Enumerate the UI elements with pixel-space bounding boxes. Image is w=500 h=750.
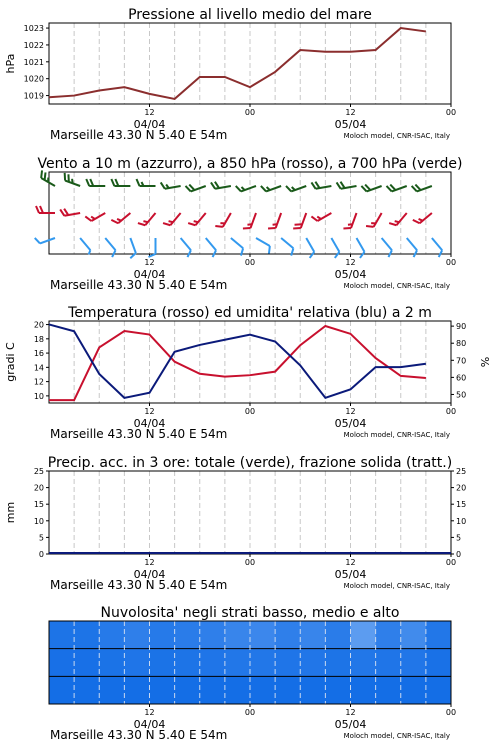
barb-feather bbox=[188, 223, 195, 225]
barb-feather bbox=[211, 182, 215, 188]
barb-shaft bbox=[223, 213, 231, 227]
barb-feather bbox=[286, 186, 291, 192]
wind-barb bbox=[80, 238, 90, 254]
barb-feather bbox=[341, 182, 345, 188]
wind-series-10-m bbox=[35, 238, 442, 258]
panel-title-3: Precip. acc. in 3 ore: totale (verde), frazione solida (tratt.) bbox=[47, 455, 453, 471]
barb-feather bbox=[194, 221, 198, 222]
barb-shaft bbox=[396, 213, 406, 225]
pressure-line bbox=[49, 28, 426, 99]
barb-feather bbox=[186, 186, 191, 192]
wind-barb bbox=[35, 238, 55, 244]
wind-barb bbox=[111, 179, 130, 186]
station-info: Marseille 43.30 N 5.40 E 54m bbox=[50, 128, 228, 142]
wind-barb bbox=[366, 213, 382, 227]
x-tick-label: 12 bbox=[144, 407, 155, 416]
y-tick-label: 16 bbox=[33, 349, 44, 359]
wind-barb bbox=[137, 179, 156, 186]
y-tick-label: 25 bbox=[33, 467, 44, 476]
wind-barb bbox=[256, 238, 270, 254]
cloud-cell bbox=[401, 676, 427, 704]
x-tick-label: 00 bbox=[445, 708, 457, 717]
cloud-cell bbox=[74, 649, 100, 677]
barb-feather bbox=[366, 226, 374, 227]
date-label: 05/04 bbox=[334, 718, 367, 731]
x-tick-label: 12 bbox=[345, 108, 356, 117]
station-info: Marseille 43.30 N 5.40 E 54m bbox=[50, 427, 228, 441]
cloud-cell bbox=[275, 621, 301, 649]
wind-barb bbox=[387, 185, 407, 192]
barb-shaft bbox=[206, 238, 216, 250]
cloud-cell bbox=[426, 621, 452, 649]
cloud-cell bbox=[74, 676, 100, 704]
y2-tick-label: 0 bbox=[456, 550, 462, 559]
x-tick-label: 12 bbox=[144, 108, 155, 117]
cloud-cell bbox=[74, 621, 100, 649]
wind-barb bbox=[236, 186, 256, 192]
barb-feather bbox=[215, 182, 219, 188]
wind-barb bbox=[36, 206, 55, 213]
barb-feather bbox=[138, 223, 145, 225]
station-info: Marseille 43.30 N 5.40 E 54m bbox=[50, 578, 228, 592]
cloud-cell bbox=[325, 676, 351, 704]
wind-barb bbox=[261, 186, 281, 192]
wind-barb bbox=[211, 182, 231, 189]
x-tick-label: 00 bbox=[445, 407, 457, 416]
cloud-cell bbox=[175, 676, 201, 704]
panel-title-1: Vento a 10 m (azzurro), a 850 hPa (rosso), a 700 hPa (verde) bbox=[37, 156, 463, 172]
barb-shaft bbox=[256, 238, 270, 246]
panel-title-0: Pressione al livello medio del mare bbox=[128, 7, 372, 23]
x-tick-label: 00 bbox=[244, 258, 256, 267]
date-label: 05/04 bbox=[334, 268, 367, 281]
barb-feather bbox=[60, 209, 64, 215]
barb-feather bbox=[137, 179, 140, 186]
barb-shaft bbox=[145, 213, 155, 225]
cloud-cell bbox=[99, 676, 125, 704]
barb-shaft bbox=[382, 238, 392, 250]
wind-barb bbox=[86, 179, 105, 186]
y-axis-label: hPa bbox=[4, 53, 17, 74]
cloud-cell bbox=[124, 676, 150, 704]
cloud-cell bbox=[175, 621, 201, 649]
date-label: 04/04 bbox=[133, 568, 166, 581]
wind-barb bbox=[286, 186, 306, 192]
wind-barb bbox=[65, 173, 80, 186]
wind-barb bbox=[161, 182, 181, 188]
cloud-cell bbox=[401, 649, 427, 677]
cloud-cell bbox=[250, 649, 276, 677]
x-tick-label: 12 bbox=[345, 708, 356, 717]
barb-feather bbox=[161, 182, 165, 188]
barb-shaft bbox=[276, 213, 281, 228]
barb-feather bbox=[64, 209, 68, 215]
model-credit: Moloch model, CNR-ISAC, Italy bbox=[343, 132, 450, 140]
y2-axis-label: % bbox=[479, 356, 492, 368]
y2-tick-label: 15 bbox=[456, 500, 467, 510]
cloud-cell bbox=[99, 621, 125, 649]
wind-barb bbox=[231, 238, 243, 256]
x-tick-label: 00 bbox=[244, 708, 256, 717]
wind-barb bbox=[41, 170, 55, 186]
barb-feather bbox=[269, 246, 270, 254]
barb-feather bbox=[389, 223, 396, 225]
humidity-line bbox=[49, 324, 426, 397]
wind-series-850-hPa bbox=[36, 206, 432, 228]
barb-feather bbox=[415, 185, 420, 191]
barb-feather bbox=[115, 179, 118, 186]
cloud-cell bbox=[275, 649, 301, 677]
date-label: 05/04 bbox=[334, 118, 367, 131]
barb-feather bbox=[261, 186, 266, 192]
barb-shaft bbox=[195, 213, 205, 225]
panel-title-4: Nuvolosita' negli strati basso, medio e alto bbox=[100, 605, 400, 621]
date-label: 04/04 bbox=[133, 268, 166, 281]
barb-feather bbox=[86, 179, 89, 186]
y-tick-label: 12 bbox=[33, 377, 44, 387]
x-tick-label: 00 bbox=[445, 258, 457, 267]
y-tick-label: 5 bbox=[38, 533, 44, 543]
barb-shaft bbox=[407, 238, 417, 250]
barb-shaft bbox=[130, 238, 135, 253]
barb-feather bbox=[395, 221, 399, 222]
barb-feather bbox=[41, 170, 42, 178]
wind-barb bbox=[343, 213, 356, 228]
x-tick-label: 12 bbox=[144, 258, 155, 267]
barb-feather bbox=[419, 219, 423, 221]
cloud-cell bbox=[200, 649, 226, 677]
wind-barb bbox=[111, 213, 130, 223]
y2-tick-label: 5 bbox=[456, 533, 462, 543]
wind-barb bbox=[215, 213, 231, 227]
cloud-cell bbox=[49, 676, 75, 704]
model-credit: Moloch model, CNR-ISAC, Italy bbox=[343, 732, 450, 740]
barb-feather bbox=[85, 216, 91, 221]
barb-feather bbox=[365, 185, 370, 191]
wind-barb bbox=[361, 185, 381, 192]
wind-barb bbox=[138, 213, 156, 225]
wind-barb bbox=[281, 238, 293, 256]
barb-feather bbox=[360, 252, 365, 258]
date-label: 05/04 bbox=[334, 417, 367, 430]
panel-title-2: Temperatura (rosso) ed umidita' relativa (blu) a 2 m bbox=[68, 305, 432, 321]
station-info: Marseille 43.30 N 5.40 E 54m bbox=[50, 728, 228, 742]
y-tick-label: 20 bbox=[33, 320, 44, 330]
barb-feather bbox=[335, 252, 340, 258]
wind-barb bbox=[413, 213, 432, 223]
barb-feather bbox=[337, 182, 341, 188]
wind-barb bbox=[311, 213, 331, 221]
cloud-cell bbox=[351, 649, 377, 677]
station-info: Marseille 43.30 N 5.40 E 54m bbox=[50, 278, 228, 292]
cloud-cell bbox=[124, 649, 150, 677]
cloud-cell bbox=[426, 649, 452, 677]
cloud-cell bbox=[376, 621, 402, 649]
y-tick-label: 1022 bbox=[23, 40, 44, 50]
wind-barb bbox=[186, 185, 206, 192]
wind-barb bbox=[243, 213, 256, 228]
wind-barb bbox=[293, 213, 306, 228]
y-axis-label: gradi C bbox=[4, 342, 17, 382]
barb-feather bbox=[315, 182, 319, 188]
barb-feather bbox=[111, 220, 118, 223]
barb-shaft bbox=[432, 238, 442, 250]
y-tick-label: 1023 bbox=[23, 24, 44, 34]
barb-feather bbox=[273, 224, 277, 225]
y-tick-label: 10 bbox=[33, 516, 44, 526]
barb-feather bbox=[390, 185, 395, 191]
y-tick-label: 0 bbox=[38, 550, 44, 559]
wind-barb bbox=[163, 213, 181, 225]
barb-feather bbox=[163, 223, 170, 225]
date-label: 04/04 bbox=[133, 718, 166, 731]
barb-feather bbox=[189, 185, 194, 191]
barb-feather bbox=[35, 238, 40, 244]
barb-feather bbox=[36, 206, 39, 213]
barb-shaft bbox=[331, 238, 339, 252]
y-tick-label: 1020 bbox=[23, 74, 44, 84]
wind-barb bbox=[389, 213, 407, 225]
cloud-cell bbox=[376, 676, 402, 704]
barb-shaft bbox=[181, 238, 191, 250]
wind-barb bbox=[130, 238, 136, 258]
y2-tick-label: 90 bbox=[456, 322, 467, 332]
wind-barb bbox=[337, 182, 357, 189]
y2-tick-label: 60 bbox=[456, 373, 467, 383]
wind-barb bbox=[357, 238, 365, 258]
barb-feather bbox=[241, 187, 244, 190]
y2-tick-label: 10 bbox=[456, 516, 467, 526]
model-credit: Moloch model, CNR-ISAC, Italy bbox=[343, 282, 450, 290]
wind-barb bbox=[306, 238, 314, 258]
cloud-cell bbox=[300, 676, 326, 704]
y2-tick-label: 50 bbox=[456, 390, 467, 400]
y2-tick-label: 80 bbox=[456, 339, 467, 349]
cloud-cell bbox=[426, 676, 452, 704]
barb-feather bbox=[40, 206, 43, 213]
cloud-cell bbox=[325, 621, 351, 649]
barb-shaft bbox=[231, 238, 243, 248]
barb-feather bbox=[267, 187, 270, 190]
barb-feather bbox=[310, 252, 315, 258]
cloud-cell bbox=[225, 649, 251, 677]
barb-feather bbox=[412, 186, 417, 192]
y-tick-label: 20 bbox=[33, 483, 44, 493]
barb-shaft bbox=[170, 213, 180, 225]
y-tick-label: 1019 bbox=[23, 91, 44, 101]
barb-shaft bbox=[374, 213, 382, 227]
y2-tick-label: 70 bbox=[456, 356, 467, 366]
x-tick-label: 00 bbox=[244, 108, 256, 117]
cloud-cell bbox=[124, 621, 150, 649]
wind-barb bbox=[412, 185, 432, 192]
barb-feather bbox=[292, 187, 295, 190]
cloud-cell bbox=[200, 676, 226, 704]
wind-barb bbox=[188, 213, 206, 225]
y-tick-label: 10 bbox=[33, 391, 44, 401]
cloud-cell bbox=[175, 649, 201, 677]
barb-feather bbox=[387, 186, 392, 192]
date-label: 04/04 bbox=[133, 417, 166, 430]
cloud-cell bbox=[200, 621, 226, 649]
barb-shaft bbox=[80, 238, 90, 250]
cloud-cell bbox=[250, 621, 276, 649]
y-tick-label: 18 bbox=[33, 334, 44, 344]
cloud-cell bbox=[150, 621, 176, 649]
barb-feather bbox=[215, 226, 223, 227]
cloud-cell bbox=[351, 621, 377, 649]
wind-barb bbox=[331, 238, 339, 258]
x-tick-label: 00 bbox=[445, 558, 457, 567]
date-label: 04/04 bbox=[133, 118, 166, 131]
cloud-cell bbox=[300, 621, 326, 649]
barb-feather bbox=[45, 172, 46, 180]
barb-shaft bbox=[351, 213, 356, 228]
barb-feather bbox=[317, 217, 321, 219]
barb-feather bbox=[361, 186, 366, 192]
wind-barb bbox=[268, 213, 281, 228]
wind-barb bbox=[311, 182, 331, 189]
barb-feather bbox=[311, 182, 315, 188]
barb-shaft bbox=[357, 238, 365, 252]
cloud-cell bbox=[49, 649, 75, 677]
cloud-cell bbox=[275, 676, 301, 704]
barb-feather bbox=[143, 221, 147, 222]
model-credit: Moloch model, CNR-ISAC, Italy bbox=[343, 431, 450, 439]
cloud-cell bbox=[150, 649, 176, 677]
y-axis-label: mm bbox=[4, 501, 17, 524]
wind-barb bbox=[60, 209, 80, 216]
y-tick-label: 1021 bbox=[23, 57, 44, 67]
y-tick-label: 15 bbox=[33, 500, 44, 510]
wind-series-700-hPa bbox=[41, 170, 432, 191]
cloud-cell bbox=[401, 621, 427, 649]
barb-feather bbox=[348, 224, 352, 225]
y-tick-label: 14 bbox=[33, 363, 44, 373]
cloud-cell bbox=[351, 676, 377, 704]
barb-shaft bbox=[301, 213, 306, 228]
cloud-cell bbox=[99, 649, 125, 677]
barb-feather bbox=[413, 220, 420, 223]
x-tick-label: 12 bbox=[144, 558, 155, 567]
cloud-cell bbox=[376, 649, 402, 677]
wind-barb bbox=[85, 213, 105, 221]
barb-shaft bbox=[281, 238, 293, 248]
cloud-cell bbox=[225, 676, 251, 704]
barb-feather bbox=[247, 224, 251, 225]
y2-tick-label: 25 bbox=[456, 467, 467, 476]
barb-feather bbox=[90, 179, 93, 186]
barb-feather bbox=[236, 186, 241, 192]
x-tick-label: 12 bbox=[345, 558, 356, 567]
barb-feather bbox=[117, 219, 121, 221]
x-tick-label: 12 bbox=[345, 258, 356, 267]
x-tick-label: 00 bbox=[445, 108, 457, 117]
x-tick-label: 12 bbox=[345, 407, 356, 416]
date-label: 05/04 bbox=[334, 568, 367, 581]
barb-shaft bbox=[251, 213, 256, 228]
barb-shaft bbox=[40, 238, 55, 243]
cloud-cell bbox=[150, 676, 176, 704]
cloud-cell bbox=[250, 676, 276, 704]
barb-feather bbox=[311, 216, 317, 221]
x-tick-label: 00 bbox=[244, 558, 256, 567]
barb-feather bbox=[91, 217, 95, 219]
cloud-cell bbox=[300, 649, 326, 677]
barb-feather bbox=[169, 221, 173, 222]
barb-feather bbox=[111, 179, 114, 186]
barb-feather bbox=[72, 179, 73, 183]
barb-shaft bbox=[306, 238, 314, 252]
x-tick-label: 12 bbox=[144, 708, 155, 717]
cloud-cell bbox=[325, 649, 351, 677]
cloud-cell bbox=[225, 621, 251, 649]
y2-tick-label: 20 bbox=[456, 483, 467, 493]
model-credit: Moloch model, CNR-ISAC, Italy bbox=[343, 582, 450, 590]
barb-shaft bbox=[105, 238, 115, 250]
x-tick-label: 00 bbox=[244, 407, 256, 416]
cloud-cell bbox=[49, 621, 75, 649]
